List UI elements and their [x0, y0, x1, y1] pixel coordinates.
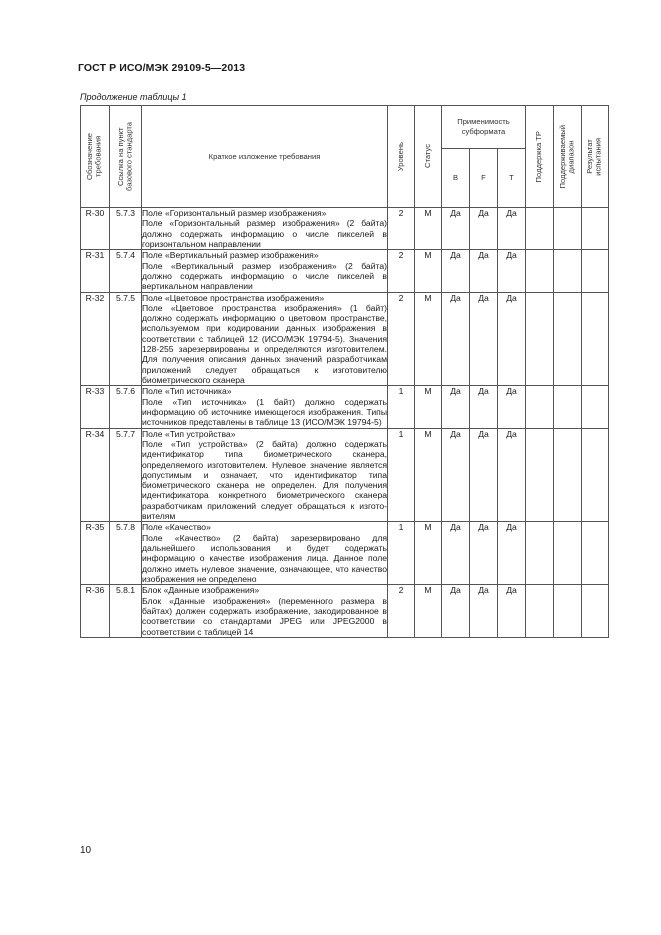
- table-row: [81, 208, 609, 250]
- requirement-description: [142, 522, 388, 585]
- requirement-id: R-34: [81, 428, 110, 522]
- base-standard-reference: 5.7.7: [110, 428, 142, 522]
- applicability-b-value: Да: [442, 292, 470, 386]
- column-header-status: Статус: [415, 106, 442, 208]
- column-header-f: F: [470, 149, 498, 208]
- applicability-t-value: Да: [498, 522, 526, 585]
- requirement-id: R-35: [81, 522, 110, 585]
- tp-support-cell: [526, 585, 554, 638]
- tp-support-cell: [526, 522, 554, 585]
- supported-range-cell: [554, 428, 582, 522]
- test-result-cell: [582, 250, 609, 292]
- applicability-f-value: Да: [470, 386, 498, 428]
- requirement-id: R-33: [81, 386, 110, 428]
- table-row: [81, 250, 609, 292]
- tp-support-cell: [526, 250, 554, 292]
- supported-range-cell: [554, 208, 582, 250]
- table-row: [81, 292, 609, 386]
- requirement-text: Поле «Качество» (2 байта) зарезервировано для дальнейшего использования и будет содержать информацию о качестве изображения лица. Данное поле должно иметь нулевое значение, означающее, что качество изображения не определено: [142, 532, 387, 584]
- level-value: 2: [388, 292, 415, 386]
- page-number: 10: [80, 845, 92, 856]
- status-value: M: [415, 386, 442, 428]
- level-value: 2: [388, 250, 415, 292]
- column-header-level: Уровень: [388, 106, 415, 208]
- column-header-b: B: [442, 149, 470, 208]
- requirement-description: [142, 585, 388, 638]
- test-result-cell: [582, 208, 609, 250]
- requirements-table: [80, 105, 609, 638]
- requirement-field-name: Блок «Данные изображения»: [142, 585, 260, 596]
- supported-range-cell: [554, 250, 582, 292]
- status-value: M: [415, 250, 442, 292]
- table-row: [81, 585, 609, 638]
- applicability-b-value: Да: [442, 522, 470, 585]
- column-header-tp-support: Поддержка ТР: [526, 106, 554, 208]
- level-value: 1: [388, 428, 415, 522]
- column-header-reference: Ссылка на пункт базового стандарта: [110, 106, 142, 208]
- column-header-applicability: Применимость субформата: [442, 106, 526, 149]
- base-standard-reference: 5.7.6: [110, 386, 142, 428]
- applicability-f-value: Да: [470, 250, 498, 292]
- applicability-t-value: Да: [498, 386, 526, 428]
- test-result-cell: [582, 522, 609, 585]
- status-value: M: [415, 292, 442, 386]
- requirement-text: Блок «Данные изображения» (переменного размера в байтах) должен содержать изображение, закодированное в соответствии со стандартами JPEG или JPEG2000 в соответствии с таблицей 14: [142, 595, 387, 637]
- table-row: [81, 386, 609, 428]
- status-value: M: [415, 428, 442, 522]
- requirement-description: [142, 292, 388, 386]
- base-standard-reference: 5.7.3: [110, 208, 142, 250]
- test-result-cell: [582, 292, 609, 386]
- applicability-f-value: Да: [470, 428, 498, 522]
- supported-range-cell: [554, 386, 582, 428]
- applicability-f-value: Да: [470, 522, 498, 585]
- column-header-id: Обозначение требования: [81, 106, 110, 208]
- base-standard-reference: 5.7.5: [110, 292, 142, 386]
- column-header-test-result: Результат испытания: [582, 106, 609, 208]
- table-continuation-caption: Продолжение таблицы 1: [80, 92, 187, 102]
- test-result-cell: [582, 386, 609, 428]
- requirement-text: Поле «Тип устройства» (2 байта) должно содержать идентификатор типа биометрического сканера, определяемого изготовителем. Нулевое значение является допустимым и означает, что идентификатор типа биометрического сканера не определен. Для получения идентификатора конкретного биометрического сканера разработчикам приложений следует обращаться к изготовителям: [142, 438, 387, 522]
- requirements-table-body: [81, 208, 609, 638]
- level-value: 1: [388, 522, 415, 585]
- requirement-text: Поле «Тип источника» (1 байт) должно содержать информацию об источнике имеющегося изображения. Типы источников представлены в таблице 13 (ИСО/МЭК 19794-5): [142, 396, 387, 428]
- tp-support-cell: [526, 386, 554, 428]
- status-value: M: [415, 208, 442, 250]
- table-row: [81, 522, 609, 585]
- applicability-t-value: Да: [498, 208, 526, 250]
- table-row: [81, 428, 609, 522]
- applicability-f-value: Да: [470, 208, 498, 250]
- applicability-b-value: Да: [442, 585, 470, 638]
- column-header-description: Краткое изложение требования: [142, 106, 388, 208]
- tp-support-cell: [526, 208, 554, 250]
- requirement-text: Поле «Горизонтальный размер изображения» (2 байта) должно содержать информацию о числе пикселей в горизонтальном направлении: [142, 218, 387, 249]
- requirement-text: Поле «Цветовое пространства изображения» (1 байт) должно содержать информацию о цветовом пространстве, используемом при кодировании данных изображения в соответствии с таблицей 12 (ИСО/МЭК 19794-5). Значения 128-255 зарезервированы и определяются изготовителем. Для получения описания данных значений разработчикам приложений следует обращаться к изготовителю биометрического сканера: [142, 302, 387, 385]
- supported-range-cell: [554, 522, 582, 585]
- requirement-description: [142, 386, 388, 428]
- base-standard-reference: 5.7.8: [110, 522, 142, 585]
- status-value: M: [415, 585, 442, 638]
- applicability-b-value: Да: [442, 208, 470, 250]
- level-value: 2: [388, 585, 415, 638]
- requirement-description: [142, 428, 388, 522]
- applicability-t-value: Да: [498, 292, 526, 386]
- status-value: M: [415, 522, 442, 585]
- applicability-b-value: Да: [442, 428, 470, 522]
- base-standard-reference: 5.7.4: [110, 250, 142, 292]
- applicability-t-value: Да: [498, 250, 526, 292]
- test-result-cell: [582, 428, 609, 522]
- supported-range-cell: [554, 585, 582, 638]
- requirement-field-name: Поле «Тип устройства»: [142, 428, 236, 439]
- requirement-field-name: Поле «Тип источника»: [142, 386, 232, 397]
- applicability-b-value: Да: [442, 386, 470, 428]
- tp-support-cell: [526, 428, 554, 522]
- requirement-id: R-32: [81, 292, 110, 386]
- tp-support-cell: [526, 292, 554, 386]
- requirement-field-name: Поле «Горизонтальный размер изображения»: [142, 208, 327, 218]
- requirement-id: R-30: [81, 208, 110, 250]
- requirement-text: Поле «Вертикальный размер изображения» (2 байта) должно содержать информацию о числе пикселей в вертикальном направлении: [142, 260, 387, 292]
- test-result-cell: [582, 585, 609, 638]
- requirement-field-name: Поле «Вертикальный размер изображения»: [142, 250, 319, 261]
- requirement-description: [142, 208, 388, 250]
- level-value: 1: [388, 386, 415, 428]
- column-header-t: T: [498, 149, 526, 208]
- applicability-f-value: Да: [470, 585, 498, 638]
- column-header-supported-range: Поддерживаемый диапазон: [554, 106, 582, 208]
- applicability-f-value: Да: [470, 292, 498, 386]
- applicability-t-value: Да: [498, 585, 526, 638]
- requirement-field-name: Поле «Цветовое пространства изображения»: [142, 292, 325, 303]
- supported-range-cell: [554, 292, 582, 386]
- table-header-row: [81, 106, 609, 149]
- requirement-field-name: Поле «Качество»: [142, 522, 211, 533]
- level-value: 2: [388, 208, 415, 250]
- requirement-description: [142, 250, 388, 292]
- base-standard-reference: 5.8.1: [110, 585, 142, 638]
- requirement-id: R-31: [81, 250, 110, 292]
- document-standard-title: ГОСТ Р ИСО/МЭК 29109-5—2013: [78, 62, 246, 74]
- applicability-b-value: Да: [442, 250, 470, 292]
- applicability-t-value: Да: [498, 428, 526, 522]
- requirement-id: R-36: [81, 585, 110, 638]
